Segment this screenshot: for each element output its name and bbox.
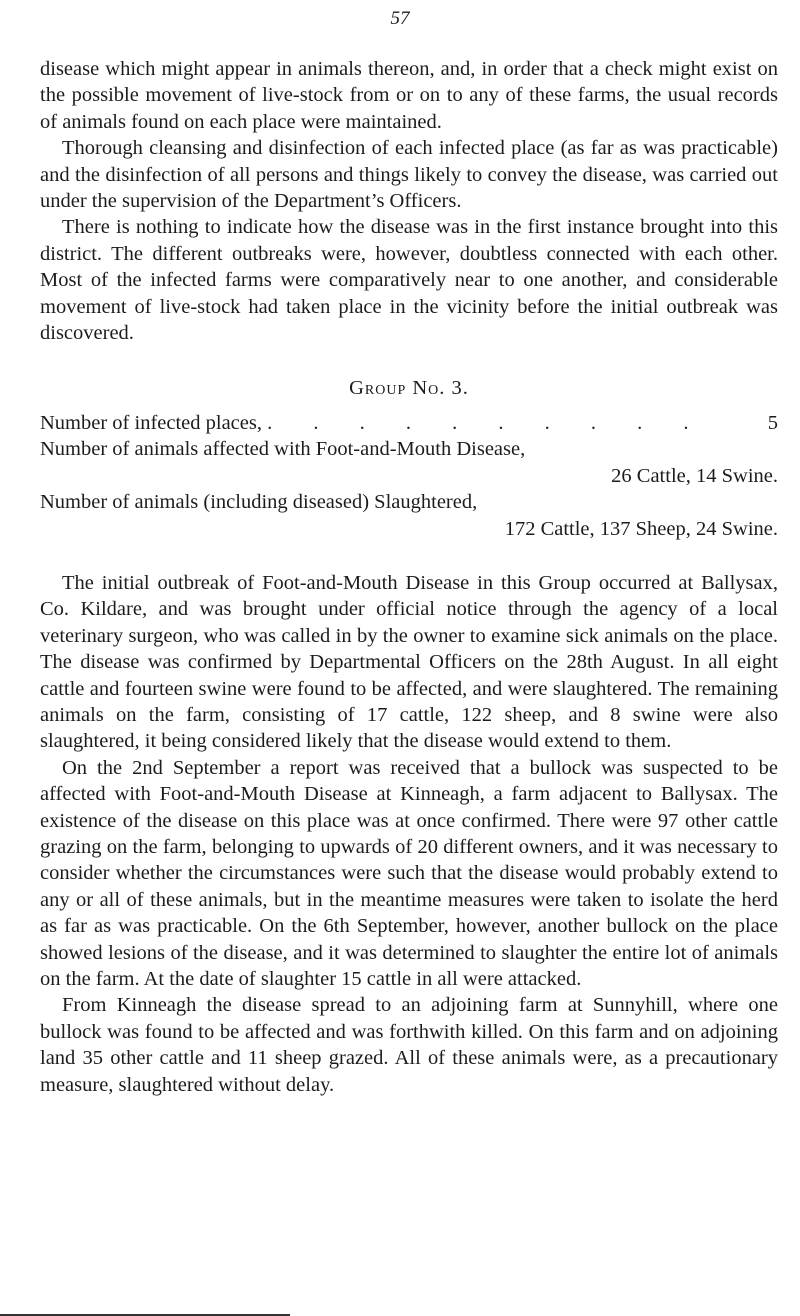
- slaughtered-label: Number of animals (including diseased) Slaughtered,: [40, 491, 478, 514]
- paragraph-6: From Kinneagh the disease spread to an adjoining farm at Sunnyhill, where one bullock was found to be affected and was forthwith killed. On this farm and on adjoining land 35 other cattle and 11 sheep grazed. All of these animals were, as a precautionary measure, slaughtered without delay.: [40, 994, 778, 1096]
- paragraph-4: The initial outbreak of Foot-and-Mouth Disease in this Group occurred at Ballysax, Co. Kildare, and was brought under official notice through the agency of a local veterinary surgeon, who was called in by the owner to examine sick animals on the place. The disease was confirmed by Departmental Officers on the 28th August. In all eight cattle and fourteen swine were found to be affected, and were slaughtered. The remaining animals on the farm, consisting of 17 cattle, 122 sheep, and 8 swine were also slaughtered, it being considered likely that the disease would extend to them.: [40, 571, 778, 753]
- infected-places-label: Number of infected places,: [40, 411, 262, 434]
- leader-dots: . . . . . . . . . .: [267, 411, 707, 434]
- infected-places-value: 5: [767, 411, 778, 434]
- paragraph-2: Thorough cleansing and disinfection of each infected place (as far as was practicable) and the disinfection of all persons and things likely to convey the disease, was carried out under the supervision of the Department’s Officers.: [40, 137, 778, 213]
- infected-places-row: [40, 410, 778, 436]
- paragraph-5: On the 2nd September a report was received that a bullock was suspected to be affected with Foot-and-Mouth Disease at Kinneagh, a farm adjacent to Ballysax. The existence of the disease on this place was at once confirmed. There were 97 other cattle grazing on the farm, belonging to upwards of 20 different owners, and it was necessary to consider whether the circumstances were such that the disease would probably extend to any or all of these animals, but in the meantime measures were taken to isolate the herd as far as was practicable. On the 6th September, however, another bullock on the place showed lesions of the disease, and it was determined to slaughter the entire lot of animals on the farm. At the date of slaughter 15 cattle in all were attacked.: [40, 756, 778, 990]
- affected-value: 26 Cattle, 14 Swine.: [611, 464, 778, 487]
- affected-label: Number of animals affected with Foot-and-Mouth Disease,: [40, 438, 526, 461]
- slaughtered-value: 172 Cattle, 137 Sheep, 24 Swine.: [504, 517, 778, 540]
- paragraph-3: There is nothing to indicate how the disease was in the first instance brought into this district. The different outbreaks were, however, doubtless connected with each other. Most of the infected farms were comparatively near to one another, and considerable movement of live-stock had taken place in the vicinity before the initial outbreak was discovered.: [40, 216, 778, 345]
- paragraph-1: disease which might appear in animals thereon, and, in order that a check might exist on the possible movement of live-stock from or on to any of these farms, the usual records of animals found on each place were maintained.: [40, 58, 778, 133]
- group-heading: Group No. 3.: [349, 377, 469, 400]
- page-number: 57: [390, 8, 410, 29]
- page-body: [40, 56, 778, 1098]
- group-statistics: [40, 410, 778, 542]
